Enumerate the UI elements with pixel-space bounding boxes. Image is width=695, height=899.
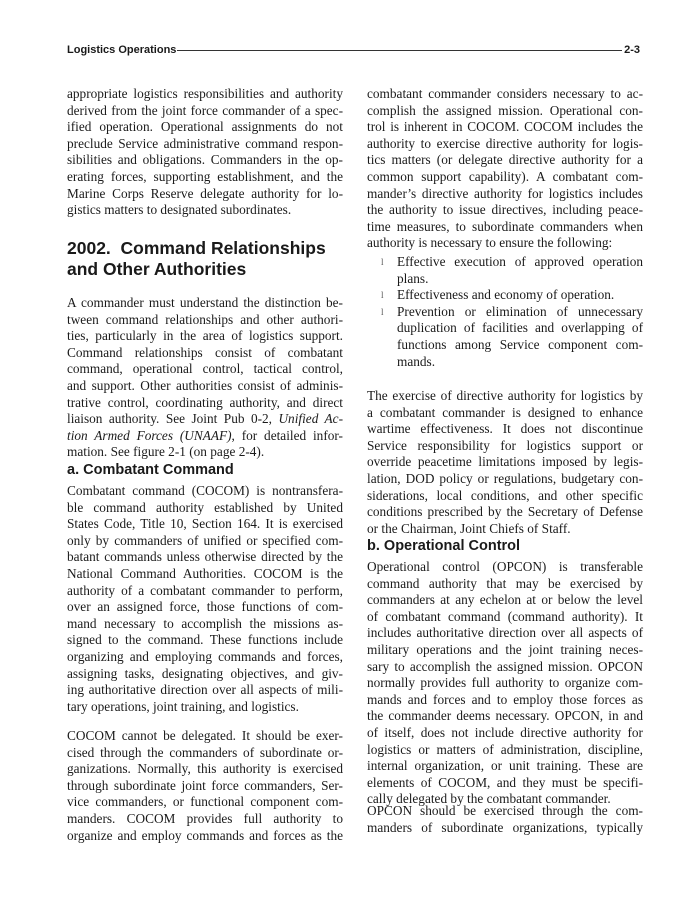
text-line: erating forces, supporting establishment, and the [67, 168, 343, 184]
text-line: derived from the joint force commander of a spec- [67, 102, 343, 118]
text-line: The exercise of directive authority for logistics by [367, 388, 643, 403]
text-line: States Code, Title 10, Section 164. It is exercised [67, 516, 343, 532]
header-title: Logistics Operations [67, 44, 177, 56]
text-line: wartime effectiveness. It does not discontinue [367, 421, 643, 437]
subheading-operational-control: b. Operational Control [367, 538, 521, 554]
text-line: vice commanders, or functional component com- [67, 794, 343, 810]
text-line: cised through the commanders of subordinate or- [67, 744, 343, 760]
text-line [67, 411, 343, 428]
text-line: Command relationships consist of combatant [67, 344, 343, 360]
text-line: National Command Authorities. COCOM is the [67, 565, 343, 581]
text-line: tics matters (or delegate directive authority for a [367, 152, 643, 168]
text-line: time measures, to subordinate commanders when [367, 218, 643, 234]
text-line [67, 428, 343, 445]
text-line: cally delegated by the combatant commander. [367, 791, 611, 807]
paragraph-directive-authority [367, 388, 643, 537]
text-line: tary operations, joint training, and logistics. [67, 698, 299, 714]
text-line: of itself, does not include directive authority for [367, 724, 643, 740]
text-line: mands. [397, 353, 436, 369]
text-line: ties, particularly in the area of logistics support. [67, 328, 343, 344]
text-line: the commander deems necessary. OPCON, in and [367, 708, 643, 724]
text-line: preclude Service administrative command respon- [67, 135, 343, 151]
section-heading [67, 238, 357, 280]
publication-title-italic: Unified Ac- [278, 411, 344, 427]
page-number: 2-3 [624, 44, 640, 56]
text-line: conditions prescribed by the Secretary of Defense [367, 504, 643, 520]
publication-title-italic: tion Armed Forces (UNAAF) [67, 427, 232, 443]
text-line: elements of COCOM, and they must be specifi- [367, 774, 643, 790]
subheading-combatant-command: a. Combatant Command [67, 462, 234, 478]
text-line: plans. [397, 270, 429, 286]
text-line: over an assigned force, those functions of com- [67, 599, 343, 615]
text-line: Effectiveness and economy of operation. [397, 287, 615, 303]
bullet-item [367, 304, 643, 370]
text-span: , for detailed infor- [231, 427, 343, 443]
text-line: normally provides full authority to organize com- [367, 675, 643, 691]
text-line: signed to the command. These functions include [67, 632, 343, 648]
text-line: lation, DOD policy or regulations, budgetary con- [367, 470, 643, 486]
text-line: the authority to issue directives, including peace- [367, 202, 643, 218]
running-header [67, 42, 640, 58]
text-line: trative control, coordinating authority, and direct [67, 394, 343, 410]
text-line: batant commands unless otherwise directed by the [67, 549, 343, 565]
bullet-item [367, 254, 643, 287]
text-line: command, operational control, tactical control, [67, 361, 343, 377]
text-line: Marine Corps Reserve delegate authority for lo- [67, 185, 343, 201]
bullet-icon: l [381, 257, 384, 267]
text-line: Effective execution of approved operation [397, 254, 643, 269]
text-line: siderations, local conditions, and other specific [367, 487, 643, 503]
text-line: or the Chairman, Joint Chiefs of Staff. [367, 520, 571, 536]
text-line: sary to accomplish the assigned mission. OPCON [367, 658, 643, 674]
bullet-icon: l [381, 290, 384, 301]
text-line: combatant commander considers necessary to ac- [367, 86, 643, 101]
text-line: of combatant command (command authority). It [367, 608, 643, 624]
text-line: authority to exercise directive authority for logis- [367, 135, 643, 151]
text-line: tween command relationships and other authori- [67, 311, 343, 327]
text-line: mation. See figure 2-1 (on page 2-4). [67, 444, 265, 460]
bullet-list [367, 254, 643, 370]
text-line: command authority that may be exercised by [367, 575, 643, 591]
text-line: assigning tasks, designating objectives, and giv- [67, 665, 343, 681]
text-line: appropriate logistics responsibilities and authority [67, 86, 343, 101]
text-line: complish the assigned mission. Operational con- [367, 102, 643, 118]
paragraph-opcon-exercise [367, 803, 643, 836]
paragraph-cocom-delegation [67, 728, 343, 844]
text-line: only by commanders of unified or specified com- [67, 532, 343, 548]
bullet-item [367, 287, 643, 304]
text-span: liaison authority. See Joint Pub 0-2, [67, 411, 279, 427]
text-line: and support. Other authorities consist of adminis- [67, 377, 343, 393]
paragraph-continued-right [367, 86, 643, 252]
text-line: duplication of facilities and overlapping of [397, 320, 643, 336]
text-line: authority of a combatant commander to perform, [67, 582, 343, 598]
text-line: common support capability). A combatant com- [367, 168, 643, 184]
text-line: ble command authority established by United [67, 499, 343, 515]
text-line: ified operation. Operational assignments do not [67, 119, 343, 135]
paragraph-operational-control [367, 559, 643, 808]
paragraph-command-relationships [67, 295, 343, 461]
text-line: A commander must understand the distinction be- [67, 295, 343, 310]
text-line: ing authoritative direction over all aspects of mili- [67, 682, 343, 698]
text-line: a combatant commander is designed to enhance [367, 404, 643, 420]
text-line: military operations and the joint training neces- [367, 641, 643, 657]
bullet-icon: l [381, 306, 384, 317]
text-line: Combatant command (COCOM) is nontransfera- [67, 483, 343, 498]
text-line: manders. COCOM provides full authority to [67, 810, 343, 826]
text-line: Prevention or elimination of unnecessary [397, 303, 643, 319]
text-line: functions among Service component com- [397, 336, 643, 352]
text-line: organize and employ commands and forces as the [67, 827, 343, 843]
text-line: override peacetime limitations imposed by legis- [367, 454, 643, 470]
text-line: logistics or matters of administration, discipline, [367, 741, 643, 757]
text-line: COCOM cannot be delegated. It should be exer- [67, 728, 343, 743]
text-line: mander’s directive authority for logistics includes [367, 185, 643, 201]
section-heading-line: and Other Authorities [67, 259, 247, 279]
text-line: sibilities and obligations. Commanders in the op- [67, 152, 343, 168]
text-line: mands and forces and to employ those forces as [367, 691, 643, 707]
text-line: authority is necessary to ensure the following: [367, 235, 613, 251]
text-line: ganizations. Normally, this authority is exercised [67, 761, 343, 777]
section-heading-line: 2002. Command Relationships [67, 238, 326, 258]
text-line: trol is inherent in COCOM. COCOM includes the [367, 119, 643, 135]
text-line: mand necessary to accomplish the missions as- [67, 615, 343, 631]
text-line: commanders at any echelon at or below the level [367, 592, 643, 608]
left-column [67, 86, 343, 219]
text-line: gistics matters to designated subordinates. [67, 202, 292, 218]
paragraph-continued [67, 86, 343, 219]
text-line: manders of subordinate organizations, typically [367, 819, 643, 835]
text-line: internal organization, or unit training. These are [367, 758, 643, 774]
paragraph-combatant-command [67, 483, 343, 715]
header-rule [177, 50, 622, 51]
text-line: includes authoritative direction over all aspects of [367, 625, 643, 641]
text-line: through subordinate joint force commanders, Ser- [67, 777, 343, 793]
text-line: Operational control (OPCON) is transferable [367, 559, 643, 574]
text-line: Service responsibility for logistics support or [367, 437, 643, 453]
text-line: organizing and employing commands and forces, [67, 648, 343, 664]
text-line: OPCON should be exercised through the com- [367, 803, 643, 818]
